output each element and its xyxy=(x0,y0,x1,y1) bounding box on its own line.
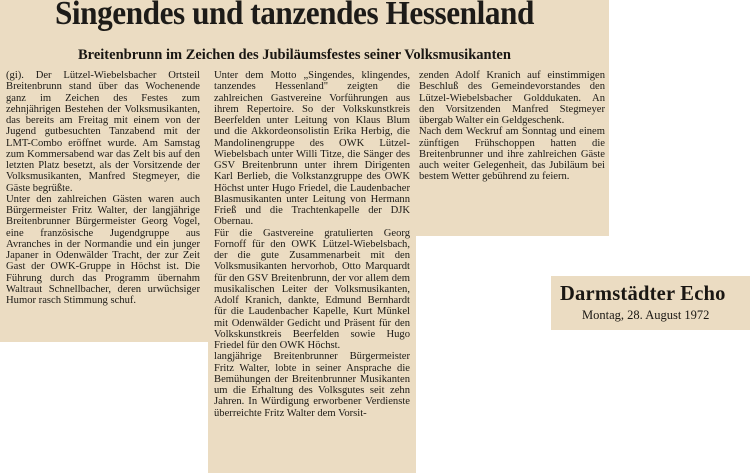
paragraph: (gi). Der Lützel-Wiebelsbacher Ortsteil Breitenbrunn stand über das Wochenende ganz im Zeichen des Festes zum zehnjährigen Bestehen der Volksmusikanten, das bereits am Freitag mit einem von der Jugend gutbesuchten Tanzabend mit der LMT-Combo eröffnet wurde. Am Samstag zum Kommersabend war das Zelt bis auf den letzten Platz besetzt, als der Vorsitzende der Volksmusikanten, Manfred Stegmeyer, die Gäste begrüßte. xyxy=(6,70,200,194)
paragraph: zenden Adolf Kranich auf einstimmigen Beschluß des Gemeindevorstandes den Lützel-Wiebelsbacher Golddukaten. An den Vorsitzenden Manfred Stegmeyer übergab Walter ein Geldgeschenk. xyxy=(419,70,605,126)
paragraph: Nach dem Weckruf am Sonntag und einem zünftigen Frühschoppen hatten die Breitenbrunner und ihre zahlreichen Gäste auch weiter Gelegenheit, das Jubiläum bei bestem Wetter gebührend zu feiern. xyxy=(419,126,605,183)
paragraph: langjährige Breitenbrunner Bürgermeister Fritz Walter, lobte in seiner Ansprache die Bemühungen der Breitenbrunner Musikanten um die Erhaltung des Volksgutes seit zehn Jahren. In Würdigung erworbener Verdienste überreichte Fritz Walter dem Vorsit- xyxy=(214,351,410,419)
article-column-3 xyxy=(419,70,605,183)
subheadline: Breitenbrunn im Zeichen des Jubiläumsfestes seiner Volksmusikanten xyxy=(78,47,511,63)
headline: Singendes und tanzendes Hessenland xyxy=(55,0,534,32)
article-column-1 xyxy=(6,70,200,306)
newspaper-name: Darmstädter Echo xyxy=(560,281,726,305)
paragraph: Unter den zahlreichen Gästen waren auch Bürgermeister Fritz Walter, der langjährige Breitenbrunner Bürgermeister Georg Vogel, eine französische Jugendgruppe aus Avranches in der Normandie und ein junger Japaner in Odenwälder Tracht, der zur Zeit Gast der OWK-Gruppe in Höchst ist. Die Führung durch das Programm übernahm Waltraut Schnellbacher, deren urwüchsiger Humor rasch Stimmung schuf. xyxy=(6,193,200,306)
article-column-2 xyxy=(214,70,410,419)
publication-date: Montag, 28. August 1972 xyxy=(582,308,710,322)
paragraph: Für die Gastvereine gratulierten Georg Fornoff für den OWK Lützel-Wiebelsbach, der die gute Zusammenarbeit mit den Volksmusikanten hervorhob, Otto Marquardt für den GSV Breitenbrunn, der vor allem dem musikalischen Leiter der Volksmusikanten, Adolf Kranich, dankte, Edmund Bernhardt für die Laudenbacher Kapelle, Kurt Münkel mit Odenwälder Gedicht und Präsent für den Volkskunstkreis Beerfelden sowie Hugo Friedel für den OWK Höchst. xyxy=(214,227,410,351)
paragraph: Unter dem Motto „Singendes, klingendes, tanzendes Hessenland" zeigten die zahlreichen Gastvereine Vorführungen aus ihrem Repertoire. So der Volkskunstkreis Beerfelden unter Leitung von Klaus Blum und die Akkordeonsolistin Erika Herbig, die Mandolinengruppe des OWK Lützel-Wiebelsbach unter Willi Titze, die Sänger des GSV Breitenbrunn unter ihrem Dirigenten Karl Berlieb, die Volkstanzgruppe des OWK Höchst unter Hugo Friedel, die Laudenbacher Blasmusikanten unter Leitung von Hermann Frieß und die Trachtenkapelle der DJK Obernau. xyxy=(214,70,410,228)
